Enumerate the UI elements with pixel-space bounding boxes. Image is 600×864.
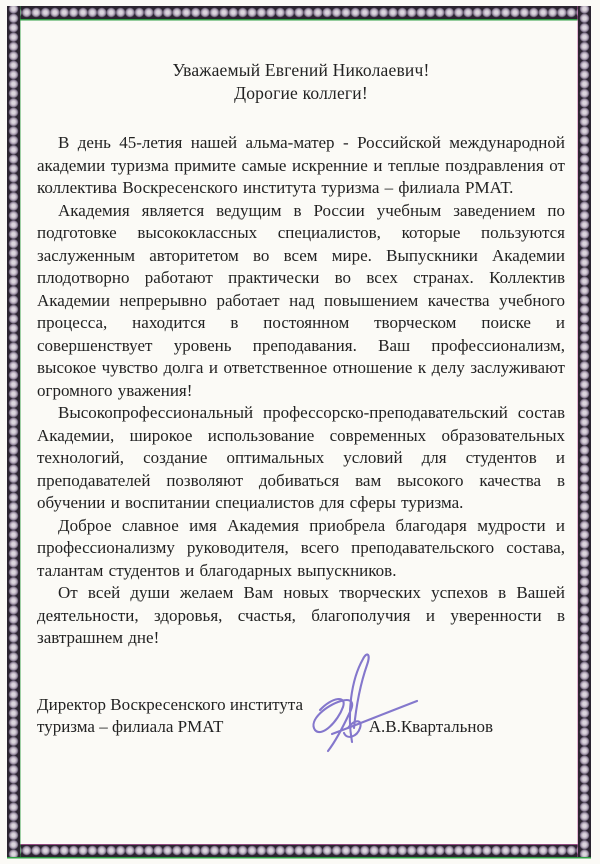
decorative-border-left: [7, 6, 20, 857]
decorative-border-right: [578, 6, 591, 857]
salutation-line-1: Уважаемый Евгений Николаевич!: [172, 60, 430, 80]
decorative-border-top: [7, 6, 591, 19]
signature-ink: [292, 648, 427, 763]
paragraph-3: Высокопрофессиональный профессорско-преподавательский состав Академии, широкое использование современных образовательных технологий, создание оптимальных условий для студентов и преподавателей позволяют добиваться вам высокого качества в обучении и воспитании специалистов для сферы туризма.: [37, 403, 565, 512]
decorative-border-bottom: [7, 844, 591, 857]
paragraph-1: В день 45-летия нашей альма-матер - Российской международной академии туризма примите самые искренние и теплые поздравления от коллектива Воскресенского института туризма – филиала РМАТ.: [37, 133, 565, 197]
signer-title-line-2: туризма – филиала РМАТ: [37, 716, 224, 736]
signature-block: [37, 694, 565, 738]
salutation: [37, 59, 565, 105]
letter-body: [37, 132, 565, 650]
letter-content: [20, 19, 578, 844]
paragraph-5: От всей души желаем Вам новых творческих успехов в Вашей деятельности, здоровья, счастья, благополучия и уверенности в завтрашнем дне!: [37, 583, 565, 647]
paragraph-2: Академия является ведущим в России учебным заведением по подготовке высококлассных специалистов, которые пользуются заслуженным авторитетом во всем мире. Выпускники Академии плодотворно работают практически во всех странах. Коллектив Академии непрерывно работает над повышением качества учебного процесса, находится в постоянном творческом поиске и совершенствует уровень преподавания. Ваш профессионализм, высокое чувство долга и ответственное отношение к делу заслуживают огромного уважения!: [37, 200, 565, 400]
paragraph-4: Доброе славное имя Академия приобрела благодаря мудрости и профессионализму руководителя, всего преподавательского состава, талантам студентов и благодарных выпускников.: [37, 515, 565, 580]
signer-title-line-1: Директор Воскресенского института: [37, 694, 304, 714]
salutation-line-2: Дорогие коллеги!: [234, 83, 368, 103]
signer-title: [37, 694, 303, 738]
signer-name: А.В.Квартальнов: [368, 716, 493, 736]
